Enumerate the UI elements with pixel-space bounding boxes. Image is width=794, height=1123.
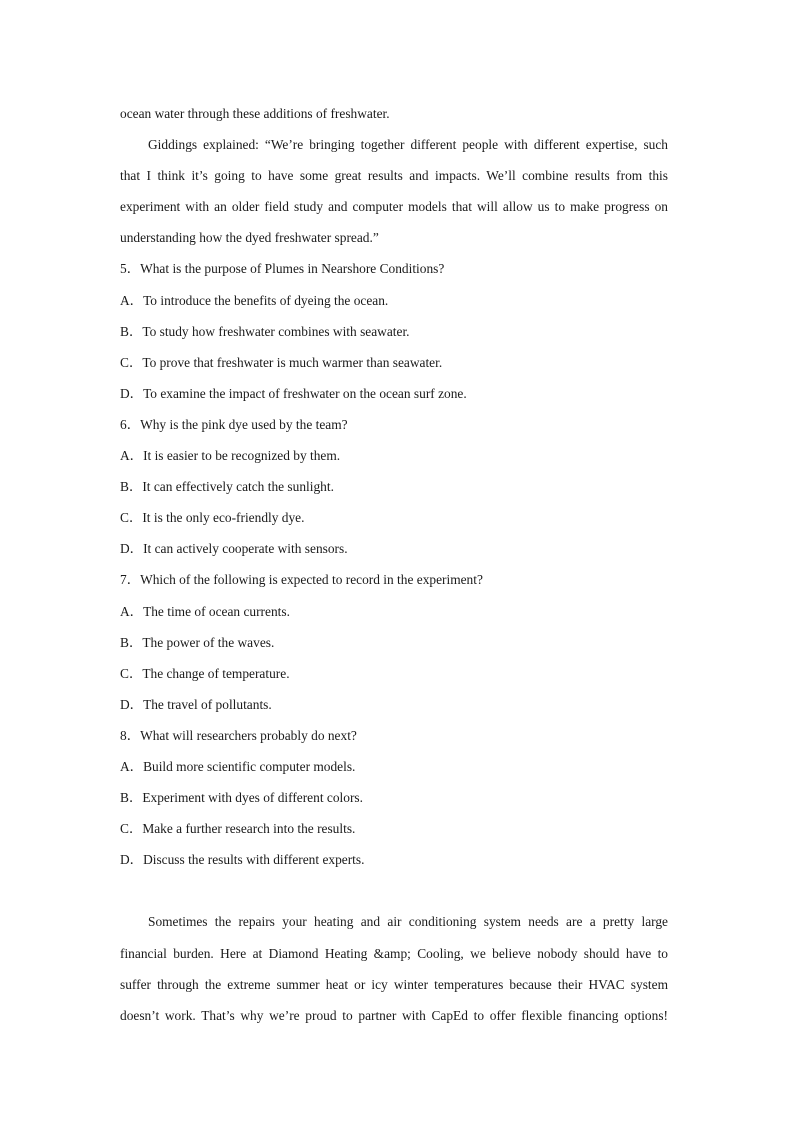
option-letter: B: [120, 323, 129, 339]
answer-option[interactable]: B．To study how freshwater combines with seawater.: [120, 323, 410, 339]
option-text: Make a further research into the results.: [142, 821, 356, 837]
answer-option[interactable]: C．To prove that freshwater is much warmer than seawater.: [120, 354, 443, 370]
question-7: [120, 564, 668, 719]
answer-option[interactable]: C．It is the only eco-friendly dye.: [120, 510, 305, 526]
option-letter: B: [120, 479, 129, 495]
passage-line: that I think it’s going to have some great results and impacts. We’ll combine results from this: [120, 168, 668, 184]
question-stem: 7．Which of the following is expected to record in the experiment?: [120, 572, 483, 588]
option-text: The power of the waves.: [142, 634, 275, 650]
answer-option[interactable]: C．Make a further research into the results.: [120, 821, 356, 837]
question-stem: 5．What is the purpose of Plumes in Nearshore Conditions?: [120, 261, 445, 277]
option-letter: D: [120, 385, 130, 401]
passage-line: financial burden. Here at Diamond Heating &amp; Cooling, we believe nobody should have to: [120, 945, 668, 961]
option-letter: C: [120, 510, 129, 526]
passage-line: Sometimes the repairs your heating and air conditioning system needs are a pretty large: [148, 914, 668, 930]
passage-line: doesn’t work. That’s why we’re proud to partner with CapEd to offer flexible financing options!: [120, 1007, 668, 1023]
option-letter: B: [120, 790, 129, 806]
paragraph-gap: [120, 875, 668, 906]
question-number: 6: [120, 416, 127, 432]
question-number: 7: [120, 572, 127, 588]
option-letter: A: [120, 292, 130, 308]
passage-line: Giddings explained: “We’re bringing together different people with different expertise, such: [148, 137, 668, 153]
option-text: It is the only eco-friendly dye.: [142, 510, 305, 526]
question-text: What will researchers probably do next?: [140, 727, 357, 743]
option-letter: C: [120, 665, 129, 681]
answer-option[interactable]: B．It can effectively catch the sunlight.: [120, 479, 334, 495]
answer-option[interactable]: A．To introduce the benefits of dyeing the ocean.: [120, 292, 389, 308]
passage-line: suffer through the extreme summer heat or icy winter temperatures because their HVAC system: [120, 976, 668, 992]
option-letter: C: [120, 821, 129, 837]
option-text: Experiment with dyes of different colors.: [142, 790, 363, 806]
question-number: 5: [120, 261, 127, 277]
option-letter: C: [120, 354, 129, 370]
answer-option[interactable]: D．The travel of pollutants.: [120, 696, 272, 712]
question-text: Which of the following is expected to record in the experiment?: [140, 572, 483, 588]
option-text: To introduce the benefits of dyeing the ocean.: [143, 292, 389, 308]
question-stem: 6．Why is the pink dye used by the team?: [120, 416, 348, 432]
question-stem: 8．What will researchers probably do next?: [120, 727, 357, 743]
answer-option[interactable]: D．To examine the impact of freshwater on the ocean surf zone.: [120, 385, 467, 401]
option-text: The time of ocean currents.: [143, 603, 290, 619]
passage-line: experiment with an older field study and computer models that will allow us to make progress on: [120, 199, 668, 215]
option-text: To study how freshwater combines with seawater.: [142, 323, 410, 339]
question-text: What is the purpose of Plumes in Nearshore Conditions?: [140, 261, 445, 277]
option-letter: B: [120, 634, 129, 650]
option-text: The travel of pollutants.: [143, 696, 272, 712]
answer-option[interactable]: C．The change of temperature.: [120, 665, 290, 681]
option-letter: D: [120, 852, 130, 868]
option-letter: A: [120, 758, 130, 774]
answer-option[interactable]: B．The power of the waves.: [120, 634, 275, 650]
page-content: [120, 98, 668, 1031]
option-text: To prove that freshwater is much warmer than seawater.: [142, 354, 443, 370]
option-letter: A: [120, 603, 130, 619]
passage-line: understanding how the dyed freshwater spread.”: [120, 230, 379, 246]
answer-option[interactable]: A．It is easier to be recognized by them.: [120, 448, 341, 464]
answer-option[interactable]: B．Experiment with dyes of different colors.: [120, 790, 363, 806]
option-letter: D: [120, 696, 130, 712]
passage-line: ocean water through these additions of freshwater.: [120, 106, 390, 121]
answer-option[interactable]: D．Discuss the results with different experts.: [120, 852, 365, 868]
question-6: [120, 409, 668, 564]
answer-option[interactable]: A．Build more scientific computer models.: [120, 758, 356, 774]
option-text: Discuss the results with different experts.: [143, 852, 365, 868]
option-text: To examine the impact of freshwater on the ocean surf zone.: [143, 385, 467, 401]
next-passage: [120, 906, 668, 1030]
question-text: Why is the pink dye used by the team?: [140, 416, 348, 432]
option-letter: A: [120, 448, 130, 464]
question-number: 8: [120, 727, 127, 743]
option-text: It can effectively catch the sunlight.: [142, 479, 334, 495]
question-8: [120, 720, 668, 875]
answer-option[interactable]: D．It can actively cooperate with sensors.: [120, 541, 348, 557]
option-text: It is easier to be recognized by them.: [143, 448, 341, 464]
option-text: Build more scientific computer models.: [143, 758, 356, 774]
option-text: The change of temperature.: [142, 665, 290, 681]
passage-continued: [120, 98, 668, 253]
answer-option[interactable]: A．The time of ocean currents.: [120, 603, 290, 619]
option-text: It can actively cooperate with sensors.: [143, 541, 348, 557]
option-letter: D: [120, 541, 130, 557]
question-5: [120, 253, 668, 408]
